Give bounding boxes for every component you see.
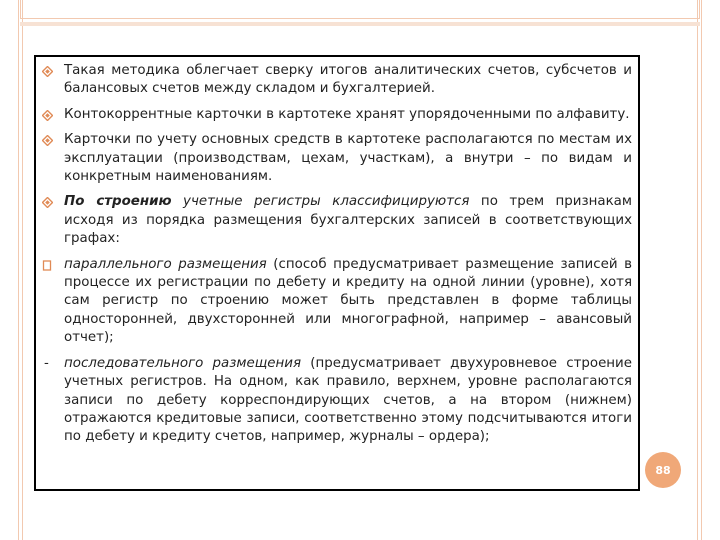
frame-line-right-outer xyxy=(701,0,702,540)
square-bullet-icon xyxy=(42,260,53,271)
item-text: Карточки по учету основных средств в картотеке располагаются по местам их эксплуатации (производствам, цехам, участкам), а внутри – по видам и конкретным наименованиям. xyxy=(64,132,632,185)
slide-header-band xyxy=(20,0,700,19)
list-item xyxy=(42,131,632,186)
item-text: по трем признакам исходя из порядка размещения бухгалтерских записей в соответствующих графах: xyxy=(64,194,632,247)
diamond-bullet-icon xyxy=(42,66,53,77)
page-number-badge xyxy=(645,452,681,488)
page-number: 88 xyxy=(655,463,671,477)
list-item xyxy=(42,193,632,248)
frame-line-left-outer xyxy=(18,0,19,540)
item-italic-text: последовательного размещения xyxy=(64,355,302,371)
diamond-bullet-icon xyxy=(42,135,53,146)
diamond-bullet-icon xyxy=(42,197,53,208)
item-text: Такая методика облегчает сверку итогов аналитических счетов, субсчетов и балансовых счетов между складом и бухгалтерией. xyxy=(64,63,632,97)
diamond-bullet-icon xyxy=(42,110,53,121)
list-item xyxy=(42,106,632,124)
item-text: Контокоррентные карточки в картотеке хранят упорядоченными по алфавиту. xyxy=(64,106,630,122)
frame-line-left-inner xyxy=(22,0,23,540)
item-italic-text: учетные регистры классифицируются xyxy=(171,194,470,210)
list-item xyxy=(42,62,632,99)
dash-bullet: - xyxy=(44,355,49,371)
item-bold-italic-text: По строению xyxy=(64,194,172,210)
item-text: (способ предусматривает размещение записей в процессе их регистрации по дебету и кредиту на одной линии (уровне), хотя сам регистр по строению может быть представлен в форме таблицы односторонней, двухсторонней или многографной, например – авансовый отчет); xyxy=(64,256,632,346)
frame-line-right-inner xyxy=(697,0,698,540)
slide-header-rule xyxy=(20,22,700,26)
item-text: (предусматривает двухуровневое строение учетных регистров. На одном, как правило, верхнем, уровне располагаются записи по дебету корреспондирующих счетов, а на втором (нижнем) отражаются кредитовые записи, соответственно этому подсчитываются итоги по дебету и кредиту счетов, например, журналы – ордера); xyxy=(64,355,633,445)
item-italic-text: параллельного размещения xyxy=(64,256,267,272)
list-item xyxy=(42,256,632,348)
list-item xyxy=(42,355,632,447)
slide-content-box xyxy=(34,55,640,491)
